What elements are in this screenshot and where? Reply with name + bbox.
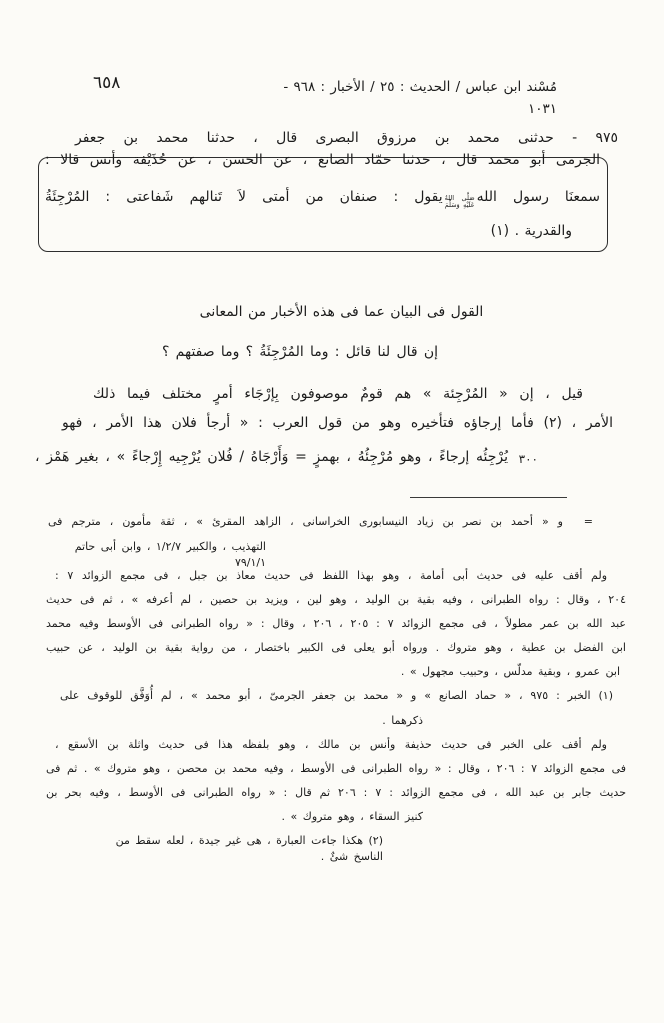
hadith-box-line-2-text-after: يقول : صنفان من أمتى لاَ تَنالهم شَفاعتى : المُرْجِئَةُ — [45, 189, 443, 205]
hadith-box-line-1: الجرمى أبو محمد قال ، حدثنا حمّاد الصانع ، عن الحسن ، عن حُذَيْفة وأنس قالا : — [45, 152, 600, 168]
footnote-block2-line-1: ولم أقف عليه فى حديث أبى أمامة ، وهو بهذا اللفظ فى حديث معاذ بن جبل ، فى مجمع الزوائد ٧ : — [55, 569, 608, 582]
footnote-divider-rule — [410, 497, 567, 498]
page-number: ٦٥٨ — [93, 73, 121, 93]
footnote-1-line-6: كنيز السقاء ، وهو متروك » . — [281, 810, 423, 823]
commentary-para-line-1: قيل ، إن « المُرْجِئة » هم قومٌ موصوفون بِإرْجَاء أمرٍ مختلف فيما ذلك — [93, 386, 583, 402]
footnote-1-line-2: ذكرهما . — [382, 714, 423, 727]
commentary-para-line-3: يُرْجِئُه إرجاءً ، وهو مُرْجِئُهُ ، بهمزٍ = وَأَرْجَاهُ / فُلان يُرْجِيه إِرْجاءً » ، بغير هَمْز ، — [35, 449, 508, 465]
saw-honorific-icon — [445, 195, 475, 209]
manuscript-margin-page-number: ٣٠٠ — [518, 452, 538, 466]
footnote-2-line-1: (٢) هكذا جاءت العبارة ، هى غير جيدة ، لعله سقط من الناسخ شئٌ . — [115, 834, 383, 863]
footnote-1-line-5: حديث جابر بن عبد الله ، فى مجمع الزوائد : ٧ : ٢٠٦ ثم قال : « رواه الطبرانى فى الأوسط ، وفيه بحر بن — [46, 786, 626, 799]
section-heading: القول فى البيان عما فى هذه الأخبار من المعانى — [199, 304, 484, 320]
running-header-title: مُسْند ابن عباس / الحديث : ٢٥ / الأخبار : ٩٦٨ - ١٠٣١ — [283, 79, 557, 117]
footnote-cont-line-2: التهذيب ، والكبير ١/٢/٧ ، وابن أبى حاتم ٧٩/١/١ — [74, 540, 266, 569]
saw-honorific-bottom: عَلَيْهِ وَسَلَّمَ — [444, 201, 475, 209]
hadith-box-line-2-text-before: سمعنَا رسول الله — [476, 189, 601, 205]
hadith-box-line-2 — [45, 186, 600, 209]
footnote-1-line-3: ولم أقف على الخبر فى حديث حذيفة وأنس بن مالك ، وهو بلفظه هذا فى حديث واثلة بن الأسقع ، — [55, 738, 607, 751]
footnote-block2-line-2: ٢٠٤ ، وقال : رواه الطبرانى ، وفيه بقية بن الوليد ، وهو لين ، ويزيد بن حصين ، لم أعرفه » ، ثم فى حديث — [46, 593, 626, 606]
footnote-cont-line-1: و « أحمد بن نصر بن زياد النيسابورى الخراسانى ، الزاهد المقرئ » ، ثقة مأمون ، مترجم فى — [48, 515, 563, 528]
footnote-1-line-4: فى مجمع الزوائد ٧ : ٢٠٦ ، وقال : « رواه الطبرانى فى الأوسط ، وفيه محمد بن محصن ، وهو متروك » . ثم فى — [46, 762, 627, 775]
hadith-opening-line: ٩٧٥ - حدثنى محمد بن مرزوق البصرى قال ، حدثنا محمد بن جعفر — [75, 130, 618, 146]
hadith-box-line-3: والقدرية . (١) — [490, 223, 572, 239]
saw-honorific-top: صَلَّى اللهُ — [444, 194, 475, 202]
footnote-block2-line-4: ابن الفضل بن عطية ، وهو متروك . ورواه أبو يعلى فى الكبير باختصار ، من رواية بقية بن الوليد ، عن حبيب — [46, 641, 626, 654]
footnote-continuation-mark: = — [583, 515, 593, 528]
commentary-para-line-2: الأمر ، (٢) فأما إرجاؤه فتأخيره وهو من قول العرب : « أرجأ فلان هذا الأمر ، فهو — [62, 415, 613, 431]
footnote-block2-line-5: ابن عمرو ، وبقية مدلّس ، وحبيب مجهول » . — [400, 665, 620, 678]
footnote-1-line-1: (١) الخبر : ٩٧٥ ، « حماد الصانع » و « محمد بن جعفر الجرمىّ ، أبو محمد » ، لم أُوَفَّق للوقوف على — [60, 689, 613, 702]
question-line: إن قال لنا قائل : وما المُرْجِئَةُ ؟ وما صفتهم ؟ — [162, 344, 438, 360]
footnote-block2-line-3: عبد الله بن عمر مطولاً ، فى مجمع الزوائد ٧ : ٢٠٥ ، ٢٠٦ ، وقال : « رواه الطبرانى فى الأوسط وفيه محمد — [46, 617, 626, 630]
